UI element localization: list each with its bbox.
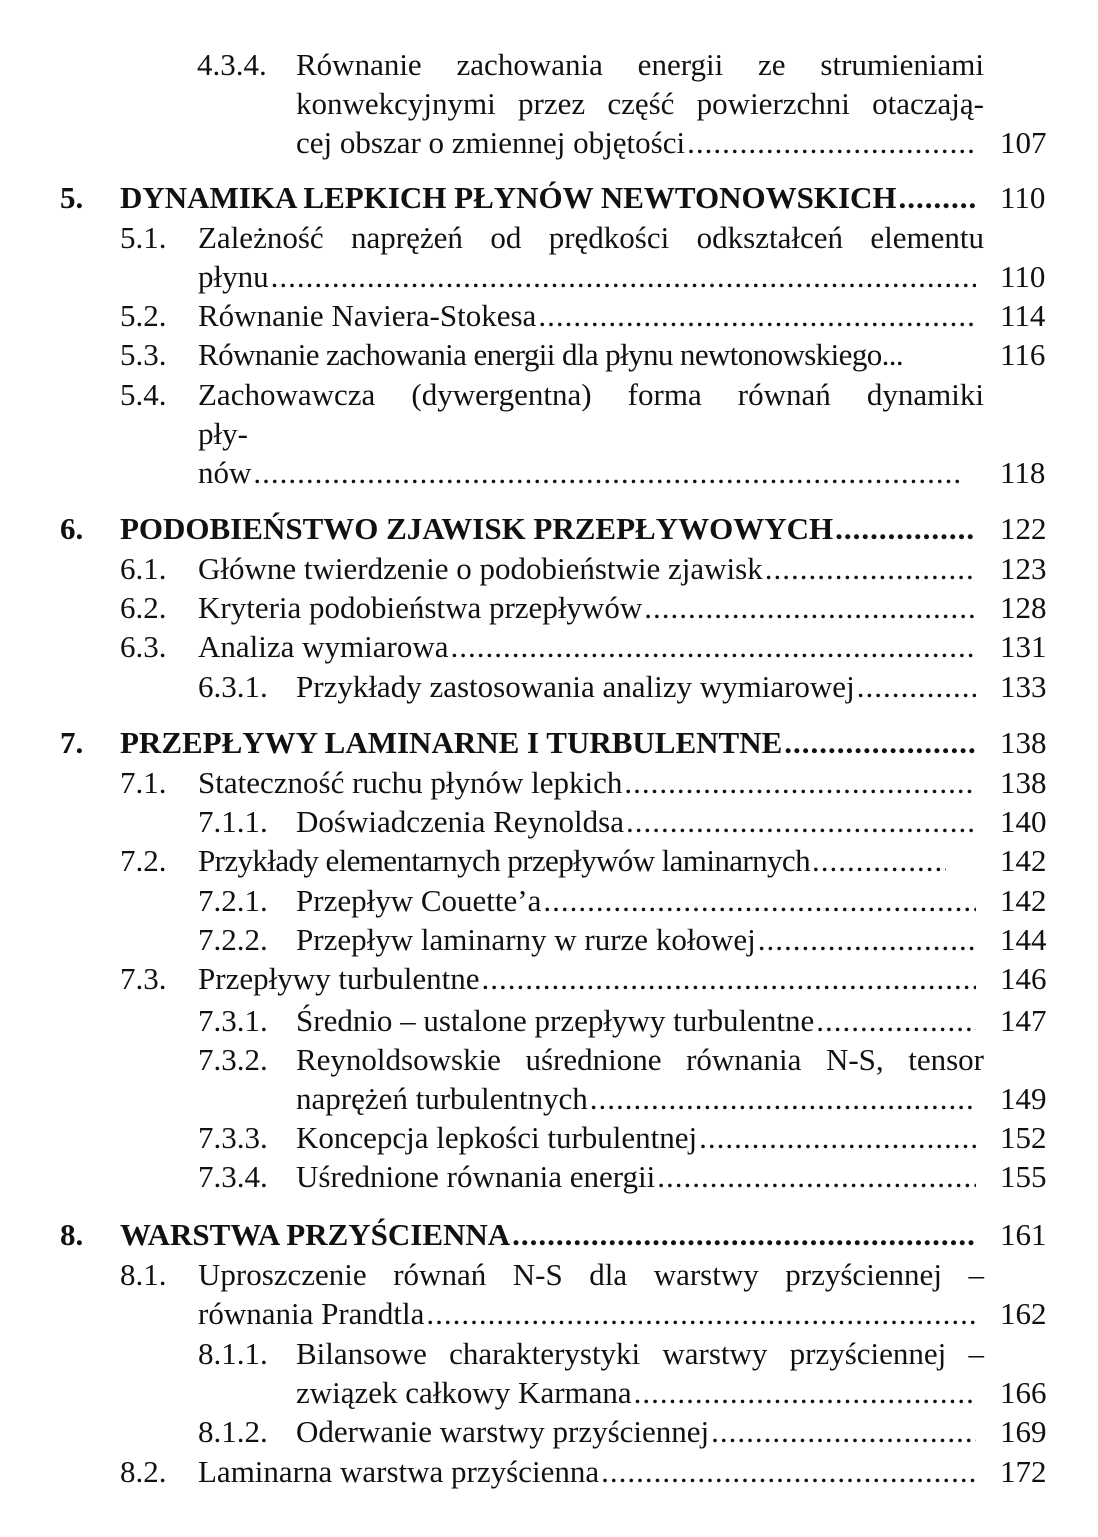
- page-number: 146: [1000, 961, 1047, 996]
- entry-number: 7.1.1.: [198, 804, 268, 839]
- entry-title-line: płynu .....: [198, 257, 980, 297]
- dot-leader: [899, 178, 976, 218]
- entry-number: 7.3.: [120, 961, 167, 996]
- page-number: 133: [1000, 669, 1047, 704]
- entry-number: 7.3.1.: [198, 1003, 268, 1038]
- entry-title-line: konwekcyjnymi przez część powierzchni otaczają-: [296, 86, 984, 121]
- entry-number: 6.1.: [120, 551, 167, 586]
- entry-number: 7.1.: [120, 765, 167, 800]
- page-number: 166: [1000, 1375, 1047, 1410]
- entry-number: 7.3.2.: [198, 1042, 268, 1077]
- entry-title-line: Przykłady elementarnych przepływów laminarnych .....: [198, 841, 950, 881]
- entry-title-line: Równanie zachowania energii ze strumieniami: [296, 47, 984, 82]
- dot-leader: [538, 296, 976, 336]
- entry-title-line: Przepływy turbulentne .....: [198, 959, 980, 999]
- entry-number: 7.3.3.: [198, 1120, 268, 1155]
- entry-number: 5.2.: [120, 298, 167, 333]
- page-number: 152: [1000, 1120, 1047, 1155]
- page-number: 110: [1000, 259, 1046, 294]
- page-number: 155: [1000, 1159, 1047, 1194]
- entry-title-line: Laminarna warstwa przyścienna .....: [198, 1452, 980, 1492]
- page-number: 128: [1000, 590, 1047, 625]
- entry-title-line: Uproszczenie równań N-S dla warstwy przyściennej –: [198, 1257, 984, 1292]
- dot-leader: [857, 667, 976, 707]
- entry-title-line: Kryteria podobieństwa przepływów .....: [198, 588, 980, 628]
- dot-leader: [711, 1412, 976, 1452]
- entry-number: 4.3.4.: [197, 47, 267, 82]
- entry-number: 8.1.: [120, 1257, 167, 1292]
- dot-leader: [765, 549, 976, 589]
- page-number: 138: [1000, 765, 1047, 800]
- entry-number: 6.3.1.: [198, 669, 268, 704]
- page-number: 116: [1000, 337, 1046, 372]
- entry-title-line: Równanie zachowania energii dla płynu newtonowskiego...: [198, 337, 904, 372]
- dot-leader: [699, 1118, 976, 1158]
- chapter-title: WARSTWA PRZYŚCIENNA .....: [120, 1215, 980, 1255]
- entry-title-line: Uśrednione równania energii .....: [296, 1157, 980, 1197]
- page-number: 162: [1000, 1296, 1047, 1331]
- page-number: 122: [1000, 511, 1047, 546]
- dot-leader: [590, 1079, 976, 1119]
- entry-number: 5.4.: [120, 377, 167, 412]
- page-number: 142: [1000, 883, 1047, 918]
- entry-title-line: Przykłady zastosowania analizy wymiarowej .....: [296, 667, 980, 707]
- entry-number: 7.2.2.: [198, 922, 268, 957]
- chapter-number: 7.: [60, 725, 84, 760]
- entry-number: 7.2.1.: [198, 883, 268, 918]
- entry-number: 5.1.: [120, 220, 167, 255]
- entry-number: 6.3.: [120, 629, 167, 664]
- page-number: 172: [1000, 1454, 1047, 1489]
- dot-leader: [812, 841, 946, 881]
- entry-title-line: Reynoldsowskie uśrednione równania N-S, tensor: [296, 1042, 984, 1077]
- dot-leader: [816, 1001, 976, 1041]
- entry-title-line: Równanie Naviera-Stokesa .....: [198, 296, 980, 336]
- chapter-number: 5.: [60, 180, 84, 215]
- page-number: 144: [1000, 922, 1047, 957]
- entry-title-line: naprężeń turbulentnych .....: [296, 1079, 980, 1119]
- dot-leader: [482, 959, 976, 999]
- entry-number: 7.2.: [120, 843, 167, 878]
- entry-title-line: Główne twierdzenie o podobieństwie zjawisk .....: [198, 549, 980, 589]
- dot-leader: [758, 920, 976, 960]
- dot-leader: [784, 723, 976, 763]
- page-number: 138: [1000, 725, 1047, 760]
- dot-leader: [426, 1294, 976, 1334]
- entry-title-line: pły-: [198, 416, 248, 451]
- entry-number: 8.2.: [120, 1454, 167, 1489]
- entry-number: 5.3.: [120, 337, 167, 372]
- dot-leader: [835, 509, 976, 549]
- page-number: 149: [1000, 1081, 1047, 1116]
- dot-leader: [512, 1215, 976, 1255]
- entry-title-line: Zachowawcza (dywergentna) forma równań dynamiki: [198, 377, 984, 412]
- dot-leader: [543, 881, 976, 921]
- chapter-title: DYNAMIKA LEPKICH PŁYNÓW NEWTONOWSKICH .....: [120, 178, 980, 218]
- dot-leader: [601, 1452, 976, 1492]
- entry-title-line: Koncepcja lepkości turbulentnej .....: [296, 1118, 980, 1158]
- page-number: 147: [1000, 1003, 1047, 1038]
- entry-title-line: Doświadczenia Reynoldsa .....: [296, 802, 980, 842]
- page-number: 131: [1000, 629, 1047, 664]
- entry-title-line: Przepływ Couette’a .....: [296, 881, 980, 921]
- dot-leader: [644, 588, 976, 628]
- entry-title-line: Zależność naprężeń od prędkości odkształceń elementu: [198, 220, 984, 255]
- page-number: 123: [1000, 551, 1047, 586]
- entry-number: 8.1.1.: [198, 1336, 268, 1371]
- dot-leader: [624, 763, 976, 803]
- dot-leader: [634, 1373, 976, 1413]
- entry-title-line: Stateczność ruchu płynów lepkich .....: [198, 763, 980, 803]
- dot-leader: [271, 257, 976, 297]
- chapter-title: PRZEPŁYWY LAMINARNE I TURBULENTNE .....: [120, 723, 980, 763]
- page-number: 118: [1000, 455, 1046, 490]
- chapter-title: PODOBIEŃSTWO ZJAWISK PRZEPŁYWOWYCH .....: [120, 509, 980, 549]
- dot-leader: [253, 453, 964, 493]
- entry-number: 8.1.2.: [198, 1414, 268, 1449]
- page-number: 142: [1000, 843, 1047, 878]
- entry-title-line: równania Prandtla .....: [198, 1294, 980, 1334]
- page-number: 114: [1000, 298, 1046, 333]
- page-number: 140: [1000, 804, 1047, 839]
- entry-number: 7.3.4.: [198, 1159, 268, 1194]
- page-number: 161: [1000, 1217, 1047, 1252]
- entry-title-line: nów .....: [198, 453, 968, 493]
- page-number: 110: [1000, 180, 1046, 215]
- chapter-number: 6.: [60, 511, 84, 546]
- dot-leader: [626, 802, 976, 842]
- page-number: 107: [1000, 125, 1047, 160]
- entry-title-line: związek całkowy Karmana .....: [296, 1373, 980, 1413]
- entry-title-line: cej obszar o zmiennej objętości .....: [296, 123, 980, 163]
- entry-title-line: Analiza wymiarowa .....: [198, 627, 980, 667]
- entry-title-line: Średnio – ustalone przepływy turbulentne .....: [296, 1001, 980, 1041]
- dot-leader: [687, 123, 976, 163]
- dot-leader: [657, 1157, 976, 1197]
- entry-title-line: Oderwanie warstwy przyściennej .....: [296, 1412, 980, 1452]
- entry-title-line: Przepływ laminarny w rurze kołowej .....: [296, 920, 980, 960]
- dot-leader: [450, 627, 976, 667]
- page-number: 169: [1000, 1414, 1047, 1449]
- entry-number: 6.2.: [120, 590, 167, 625]
- chapter-number: 8.: [60, 1217, 84, 1252]
- entry-title-line: Bilansowe charakterystyki warstwy przyściennej –: [296, 1336, 984, 1371]
